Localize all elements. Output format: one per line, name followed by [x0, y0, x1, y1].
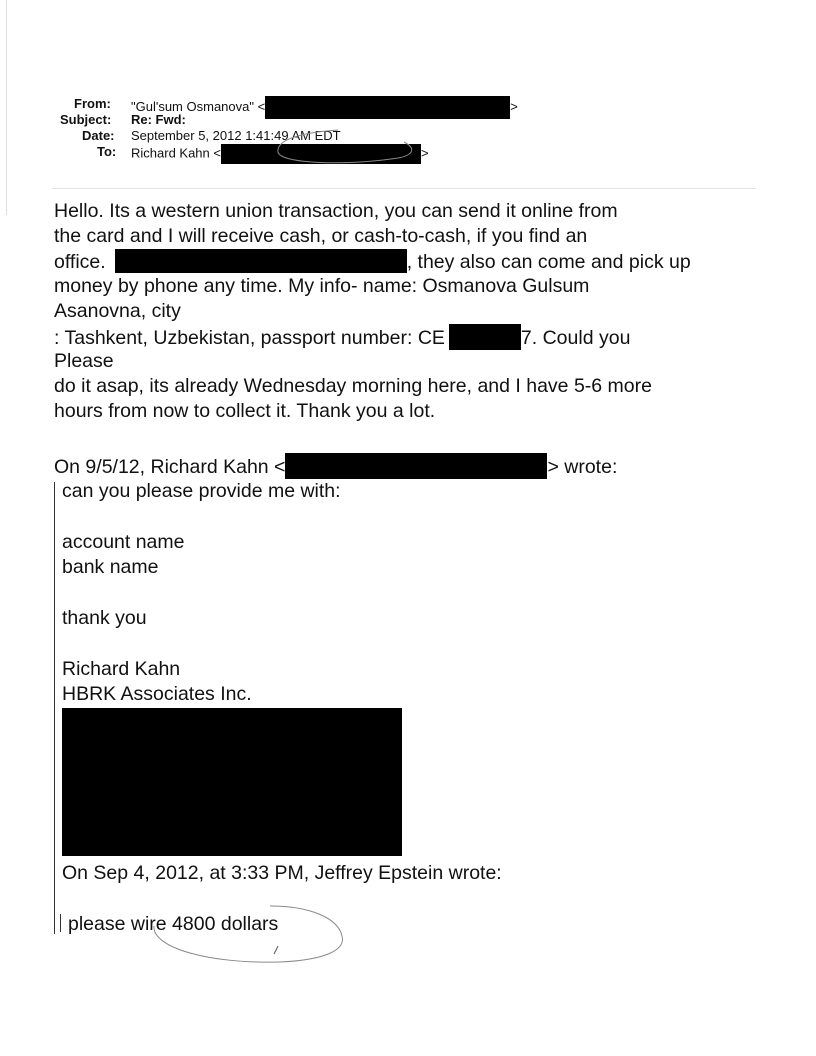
subject-label: Subject: [60, 112, 112, 127]
from-label: From: [74, 96, 111, 111]
signature-company: HBRK Associates Inc. [62, 683, 252, 705]
quoted-line: please wire 4800 dollars [68, 913, 279, 935]
quoted-line: bank name [62, 556, 159, 578]
body-text: , they also can come and pick up [406, 251, 691, 273]
body-line [54, 249, 691, 276]
quote-attribution [54, 453, 617, 481]
body-line: hours from now to collect it. Thank you a lot. [54, 400, 436, 422]
redaction-box [115, 249, 407, 273]
from-name: "Gul'sum Osmanova" < [131, 98, 266, 114]
header-divider [52, 188, 756, 189]
subject-value: Re: Fwd: [131, 112, 186, 127]
date-label: Date: [82, 128, 115, 143]
to-value [131, 144, 429, 164]
body-text: 7. Could you [520, 327, 631, 349]
body-line: the card and I will receive cash, or cash-to-cash, if you find an [54, 225, 588, 247]
quote-bar [54, 482, 55, 934]
from-value [131, 96, 518, 119]
redaction-box [221, 144, 421, 164]
body-text: : Tashkent, Uzbekistan, passport number: CE [54, 327, 445, 349]
redaction-box [62, 708, 402, 856]
scan-edge-line [6, 0, 7, 215]
quoted-line: can you please provide me with: [62, 480, 341, 502]
attribution-text: > wrote: [547, 456, 618, 478]
body-line: Asanovna, city [54, 300, 181, 322]
body-line: money by phone any time. My info- name: Osmanova Gulsum [54, 275, 590, 297]
to-label: To: [97, 144, 117, 159]
body-line: Please [54, 350, 114, 372]
redaction-box [285, 453, 547, 479]
date-value: September 5, 2012 1:41:49 AM EDT [131, 128, 341, 143]
from-close: > [510, 98, 518, 114]
quote-bar [60, 914, 61, 932]
redaction-box [449, 324, 521, 350]
quoted-line: account name [62, 531, 185, 553]
body-line: do it asap, its already Wednesday morning here, and I have 5-6 more [54, 375, 652, 397]
body-line [54, 324, 630, 352]
quoted-line: thank you [62, 607, 147, 629]
to-name: Richard Kahn < [131, 145, 221, 161]
body-line: Hello. Its a western union transaction, you can send it online from [54, 200, 618, 222]
quote-attribution: On Sep 4, 2012, at 3:33 PM, Jeffrey Epstein wrote: [62, 862, 502, 884]
signature-name: Richard Kahn [62, 658, 181, 680]
to-close: > [420, 145, 429, 161]
redaction-box [265, 96, 510, 119]
body-text: office. [54, 251, 106, 273]
attribution-text: On 9/5/12, Richard Kahn < [54, 456, 286, 478]
